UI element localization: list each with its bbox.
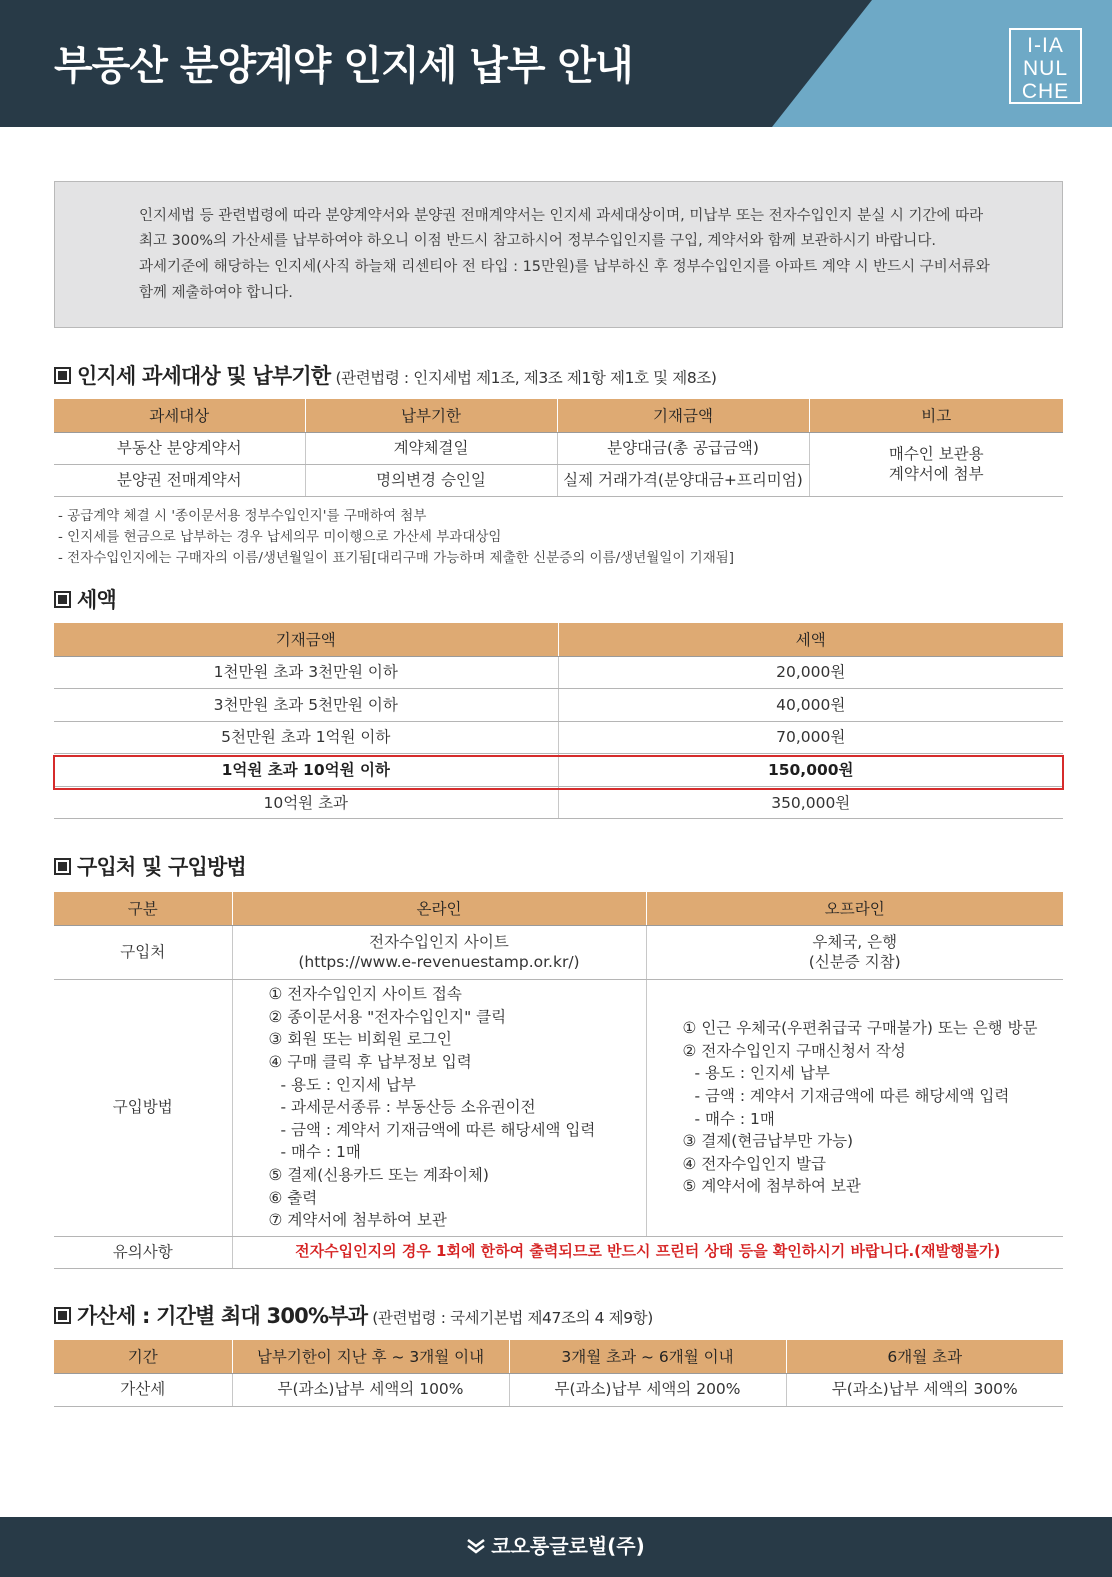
step-line: ③ 결제(현금납부만 가능) — [682, 1132, 854, 1151]
step-line: ⑤ 결제(신용카드 또는 계좌이체) — [268, 1165, 489, 1184]
section-subtitle: (관련법령 : 국세기본법 제47조의 4 제9항) — [372, 1309, 653, 1327]
table-row — [54, 925, 1063, 979]
notice-box — [54, 181, 1063, 328]
step-line: ④ 구매 클릭 후 납부정보 입력 — [268, 1053, 472, 1072]
step-line: ③ 회원 또는 비회원 로그인 — [268, 1030, 452, 1049]
section-subtitle: (관련법령 : 인지세법 제1조, 제3조 제1항 제1호 및 제8조) — [335, 369, 717, 387]
table-cell: 3천만원 초과 5천만원 이하 — [54, 689, 558, 722]
table-row — [54, 721, 1063, 754]
column-header: 3개월 초과 ~ 6개월 이내 — [509, 1340, 786, 1373]
hanulche-logo — [1009, 28, 1082, 104]
table-row — [54, 656, 1063, 689]
step-line: ② 전자수입인지 구매신청서 작성 — [682, 1041, 906, 1060]
square-bullet-icon — [54, 1307, 71, 1324]
table-cell: 가산세 — [54, 1373, 232, 1406]
step-detail: - 용도 : 인지세 납부 — [280, 1075, 416, 1094]
table-cell: 5천만원 초과 1억원 이하 — [54, 721, 558, 754]
table-cell: 10억원 초과 — [54, 786, 558, 819]
section-heading-tax-target — [54, 366, 717, 387]
footer-brand — [0, 1536, 1112, 1556]
remark-line: 계약서에 첨부 — [888, 465, 984, 483]
page-title: 부동산 분양계약 인지세 납부 안내 — [54, 43, 633, 89]
column-header: 과세대상 — [54, 399, 305, 432]
column-header: 구분 — [54, 892, 232, 925]
column-header: 납부기한이 지난 후 ~ 3개월 이내 — [232, 1340, 509, 1373]
table-cell: 무(과소)납부 세액의 100% — [232, 1373, 509, 1406]
notice-line: 최고 300%의 가산세를 납부하여야 하오니 이점 반드시 참고하시어 정부수입인지를 구입, 계약서와 함께 보관하시기 바랍니다. — [139, 233, 936, 249]
table-cell: 20,000원 — [558, 656, 1063, 689]
cell-line: 전자수입인지 사이트 — [369, 932, 509, 951]
remark-line: 매수인 보관용 — [888, 444, 984, 463]
online-place-cell — [232, 925, 646, 979]
table-cell: 분양대금(총 공급금액) — [557, 432, 809, 464]
square-bullet-icon — [54, 858, 71, 875]
step-line: ① 인근 우체국(우편취급국 구매불가) 또는 은행 방문 — [682, 1019, 1038, 1038]
step-detail: - 과세문서종류 : 부동산등 소유권이전 — [280, 1098, 536, 1117]
row-label: 유의사항 — [54, 1236, 232, 1268]
table-row — [54, 1236, 1063, 1268]
note-line: - 전자수입인지에는 구매자의 이름/생년월일이 표기됨[대리구매 가능하며 제출한 신분증의 이름/생년월일이 기재됨] — [58, 550, 735, 566]
logo-line: CHE — [1021, 80, 1070, 103]
step-detail: - 금액 : 계약서 기재금액에 따른 해당세액 입력 — [694, 1086, 1010, 1105]
step-detail: - 금액 : 계약서 기재금액에 따른 해당세액 입력 — [280, 1120, 596, 1139]
step-detail: - 매수 : 1매 — [694, 1109, 775, 1128]
cell-line: (신분증 지참) — [808, 953, 901, 971]
column-header: 납부기한 — [305, 399, 557, 432]
column-header: 비고 — [809, 399, 1063, 432]
notice-line: 인지세법 등 관련법령에 따라 분양계약서와 분양권 전매계약서는 인지세 과세대상이며, 미납부 또는 전자수입인지 분실 시 기간에 따라 — [139, 208, 984, 224]
step-detail: - 용도 : 인지세 납부 — [694, 1064, 830, 1083]
offline-method-cell — [646, 979, 1063, 1236]
note-line: - 공급계약 체결 시 '종이문서용 정부수입인지'를 구매하여 첨부 — [58, 508, 427, 524]
column-header: 온라인 — [232, 892, 646, 925]
section-title: 세액 — [77, 588, 116, 612]
step-line: ④ 전자수입인지 발급 — [682, 1154, 827, 1173]
square-bullet-icon — [54, 591, 71, 608]
brand-name: 코오롱글로벌(주) — [491, 1534, 645, 1558]
tax-target-table — [54, 399, 1063, 497]
step-line: ② 종이문서용 "전자수입인지" 클릭 — [268, 1007, 507, 1026]
notice-line: 과세기준에 해당하는 인지세(사직 하늘채 리센티아 전 타입 : 15만원)를 납부하신 후 정부수입인지를 아파트 계약 시 반드시 구비서류와 — [139, 259, 990, 275]
highlight-box — [53, 755, 1064, 790]
note-line: - 인지세를 현금으로 납부하는 경우 납세의무 미이행으로 가산세 부과대상임 — [58, 529, 502, 545]
column-header: 기간 — [54, 1340, 232, 1373]
kolon-logo-icon — [467, 1537, 485, 1555]
table-cell: 무(과소)납부 세액의 300% — [786, 1373, 1063, 1406]
table-row — [54, 689, 1063, 722]
table-row — [54, 979, 1063, 1236]
step-detail: - 매수 : 1매 — [280, 1143, 361, 1162]
offline-place-cell — [646, 925, 1063, 979]
logo-line: NUL — [1022, 57, 1068, 80]
table-row — [54, 432, 1063, 464]
table-cell: 명의변경 승인일 — [305, 464, 557, 496]
table-row — [54, 1373, 1063, 1406]
section-title: 인지세 과세대상 및 납부기한 — [77, 364, 331, 388]
section-title: 구입처 및 구입방법 — [77, 855, 246, 879]
square-bullet-icon — [54, 367, 71, 384]
remark-cell — [809, 432, 1063, 496]
table-cell: 부동산 분양계약서 — [54, 432, 305, 464]
penalty-table — [54, 1340, 1063, 1407]
notice-line: 함께 제출하여야 합니다. — [139, 285, 293, 301]
purchase-table — [54, 892, 1063, 1269]
table-cell: 350,000원 — [558, 786, 1063, 819]
table-cell: 70,000원 — [558, 721, 1063, 754]
section-heading-purchase — [54, 857, 246, 878]
caution-text: 전자수입인지의 경우 1회에 한하여 출력되므로 반드시 프린터 상태 등을 확인하시기 바랍니다.(재발행불가) — [232, 1236, 1063, 1268]
table-cell: 1천만원 초과 3천만원 이하 — [54, 656, 558, 689]
table-cell: 분양권 전매계약서 — [54, 464, 305, 496]
column-header: 기재금액 — [54, 623, 558, 656]
page-footer — [0, 1517, 1112, 1577]
row-label: 구입처 — [54, 925, 232, 979]
cell-line: (https://www.e-revenuestamp.or.kr/) — [298, 953, 580, 971]
section-heading-penalty — [54, 1306, 653, 1327]
table-cell: 무(과소)납부 세액의 200% — [509, 1373, 786, 1406]
step-line: ① 전자수입인지 사이트 접속 — [268, 985, 462, 1004]
step-line: ⑦ 계약서에 첨부하여 보관 — [268, 1211, 447, 1230]
table-row — [54, 786, 1063, 819]
table-cell: 150,000원 — [558, 754, 1063, 787]
page-header — [0, 0, 1112, 127]
row-label: 구입방법 — [54, 979, 232, 1236]
step-line: ⑤ 계약서에 첨부하여 보관 — [682, 1177, 861, 1196]
step-line: ⑥ 출력 — [268, 1188, 318, 1207]
tax-target-notes — [58, 506, 734, 569]
section-heading-tax-amount — [54, 590, 116, 611]
online-method-cell — [232, 979, 646, 1236]
table-cell: 1억원 초과 10억원 이하 — [54, 754, 558, 787]
table-cell: 40,000원 — [558, 689, 1063, 722]
column-header: 기재금액 — [557, 399, 809, 432]
column-header: 세액 — [558, 623, 1063, 656]
table-cell: 실제 거래가격(분양대금+프리미엄) — [557, 464, 809, 496]
logo-line: I-IA — [1027, 34, 1064, 57]
table-cell: 계약체결일 — [305, 432, 557, 464]
section-title: 가산세 : 기간별 최대 300%부과 — [77, 1304, 368, 1328]
column-header: 오프라인 — [646, 892, 1063, 925]
cell-line: 우체국, 은행 — [812, 932, 898, 951]
column-header: 6개월 초과 — [786, 1340, 1063, 1373]
